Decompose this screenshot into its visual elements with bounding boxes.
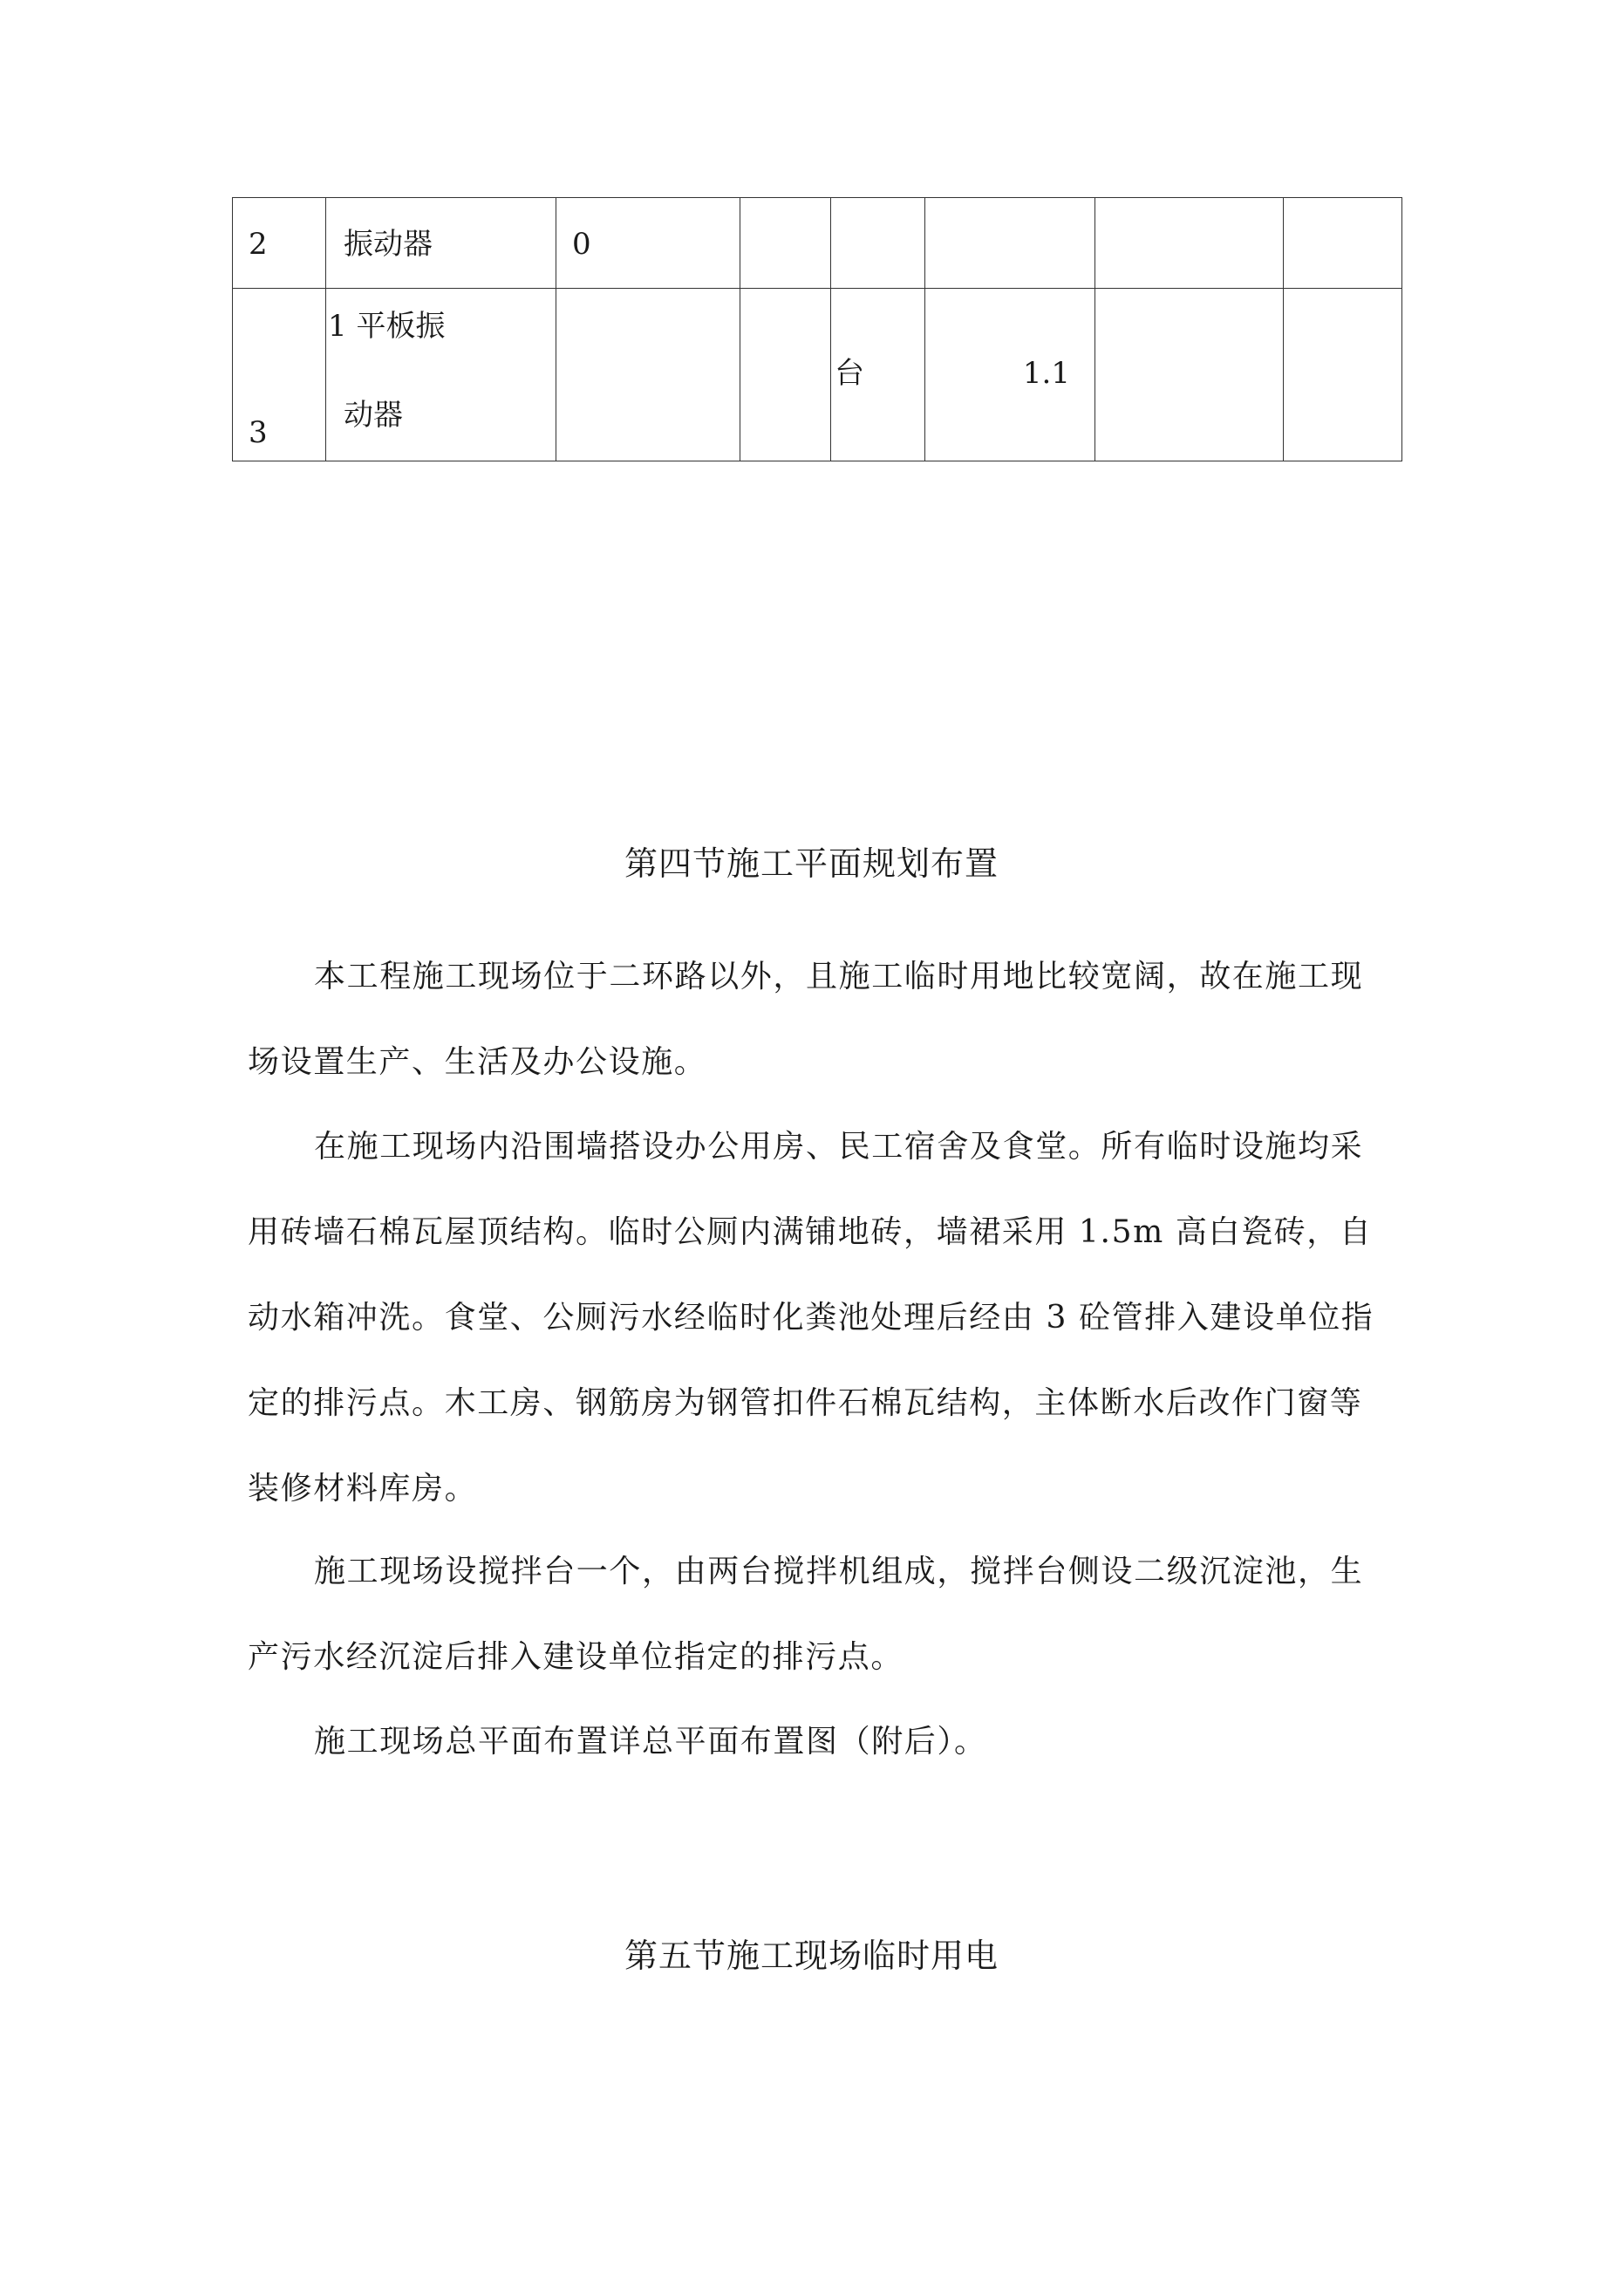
equipment-name-line2: 动器	[344, 398, 403, 433]
table-row	[233, 198, 1402, 289]
paragraph-line: 用砖墙石棉瓦屋顶结构。临时公厕内满铺地砖，墙裙采用 1.5m 高白瓷砖，自	[248, 1214, 1373, 1250]
equipment-spec: 0	[572, 227, 591, 262]
cell-no	[233, 198, 326, 289]
cell-empty	[1095, 289, 1284, 461]
paragraph-2	[248, 1104, 1422, 1532]
cell-qty	[925, 198, 1095, 289]
paragraph-1	[248, 934, 1422, 1105]
row-number: 3	[249, 415, 268, 450]
table-row	[233, 289, 1402, 461]
paragraph-line: 动水箱冲洗。食堂、公厕污水经临时化粪池处理后经由 3 砼管排入建设单位指	[248, 1300, 1374, 1336]
equipment-name-line1: 1 平板振	[328, 309, 446, 344]
paragraph-line: 在施工现场内沿围墙搭设办公用房、民工宿舍及食堂。所有临时设施均采	[314, 1129, 1364, 1165]
paragraph-line: 本工程施工现场位于二环路以外，且施工临时用地比较宽阔，故在施工现	[314, 959, 1364, 994]
paragraph-line: 定的排污点。木工房、钢筋房为钢管扣件石棉瓦结构，主体断水后改作门窗等	[248, 1385, 1363, 1421]
cell-name	[326, 198, 556, 289]
cell-empty	[1095, 198, 1284, 289]
paragraph-line: 装修材料库房。	[248, 1471, 478, 1507]
paragraph-line: 施工现场总平面布置详总平面布置图（附后）。	[314, 1724, 987, 1760]
cell-empty	[1284, 289, 1402, 461]
section-5-title: 第五节施工现场临时用电	[624, 1937, 999, 1975]
cell-no	[233, 289, 326, 461]
paragraph-line: 产污水经沉淀后排入建设单位指定的排污点。	[248, 1639, 904, 1675]
cell-spec	[556, 198, 740, 289]
cell-empty	[1284, 198, 1402, 289]
paragraph-3	[248, 1529, 1422, 1700]
cell-empty	[740, 289, 831, 461]
paragraph-line: 场设置生产、生活及办公设施。	[248, 1044, 707, 1080]
cell-spec	[556, 289, 740, 461]
cell-unit	[831, 289, 925, 461]
cell-unit	[831, 198, 925, 289]
section-4-title: 第四节施工平面规划布置	[624, 844, 999, 883]
equipment-name: 振动器	[344, 227, 433, 262]
equipment-table	[232, 197, 1402, 461]
cell-empty	[740, 198, 831, 289]
equipment-unit: 台	[835, 356, 864, 391]
paragraph-line: 施工现场设搅拌台一个，由两台搅拌机组成，搅拌台侧设二级沉淀池，生	[314, 1554, 1364, 1589]
cell-qty	[925, 289, 1095, 461]
cell-name	[326, 289, 556, 461]
paragraph-4	[248, 1699, 1422, 1785]
row-number: 2	[249, 227, 268, 262]
equipment-qty: 1.1	[1022, 356, 1070, 391]
